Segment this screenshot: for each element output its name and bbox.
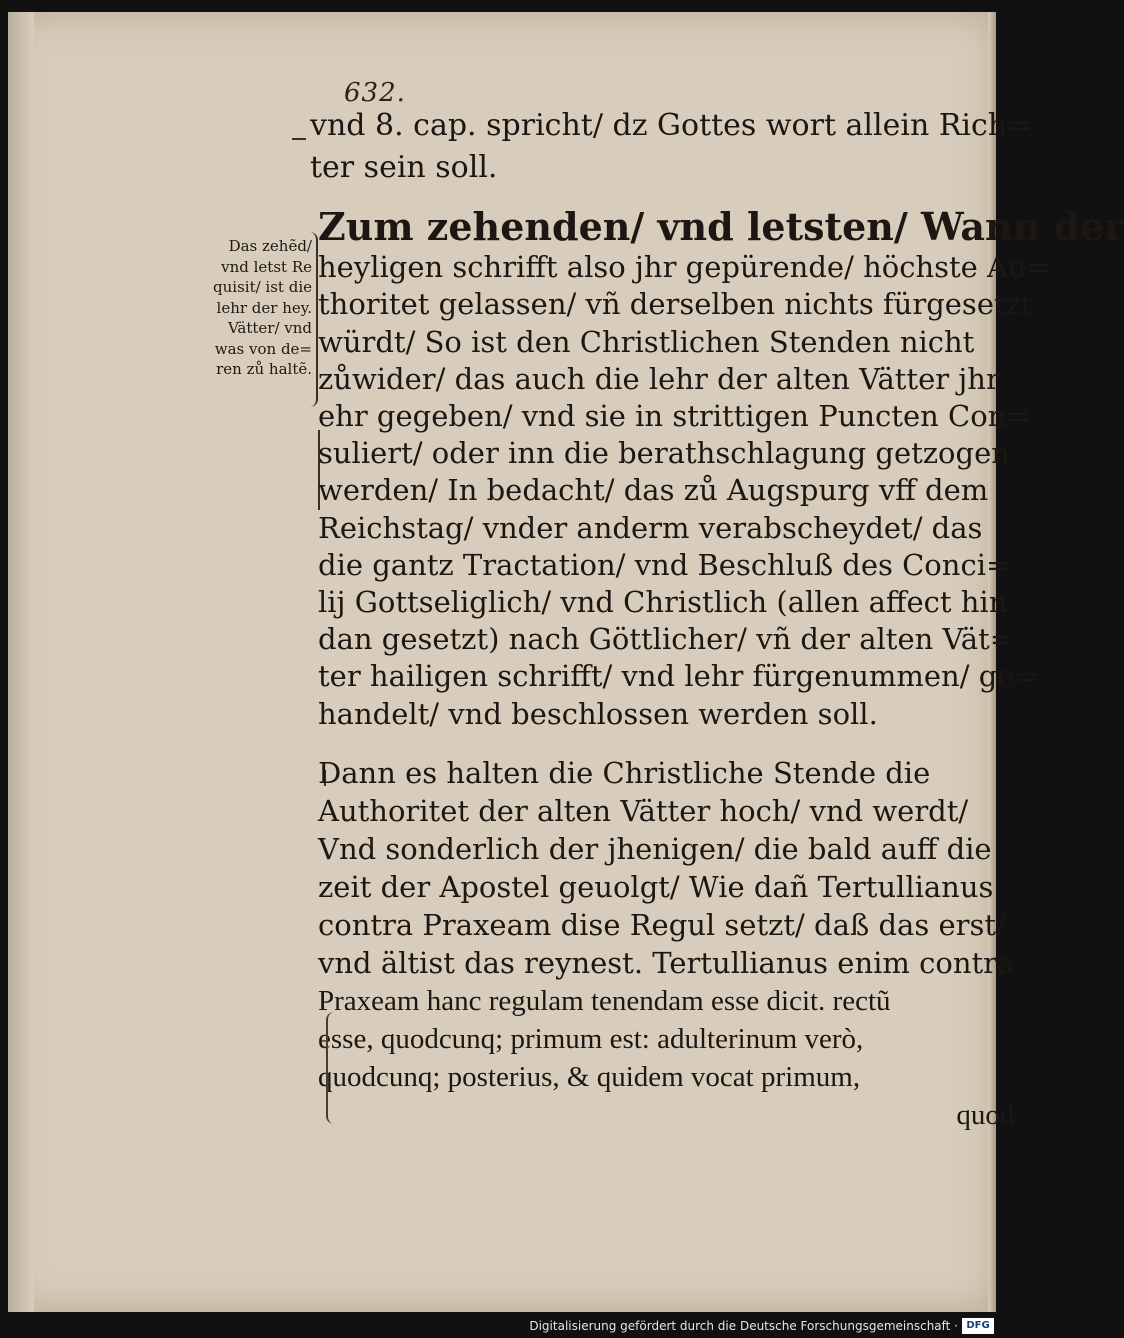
catch-line-2: ter sein soll. xyxy=(310,150,498,185)
text-line: Reichstag/ vnder anderm verabscheydet/ das xyxy=(318,510,983,545)
margin-tick-mark xyxy=(292,138,306,140)
text-line xyxy=(318,204,1124,249)
text-line: zůwider/ das auch die lehr der alten Vätter jhr xyxy=(318,361,1000,396)
catch-line-1: vnd 8. cap. spricht/ dz Gottes wort allein Rich= xyxy=(310,108,1033,143)
handwritten-bracket xyxy=(306,232,318,407)
handwritten-bracket xyxy=(326,1012,338,1124)
marginal-line: lehr der hey. xyxy=(216,298,312,317)
marginal-line: Vätter/ vnd xyxy=(227,319,312,337)
text-line: suliert/ oder inn die berathschlagung getzogen xyxy=(318,436,1010,471)
dfg-logo: DFG xyxy=(962,1318,994,1334)
page-spine-shadow xyxy=(8,12,34,1312)
text-line: handelt/ vnd beschlossen werden soll. xyxy=(318,696,878,731)
text-line: die gantz Tractation/ vnd Beschluß des Conci= xyxy=(318,547,1011,582)
text-line: vnd ältist das reynest. Tertullianus enim contra xyxy=(318,946,1015,980)
latin-text-line: Praxeam hanc regulam tenendam esse dicit. rectũ xyxy=(318,985,891,1017)
text-line: heyligen schrifft also jhr gepürende/ höchste Au= xyxy=(318,250,1051,285)
marginal-line: quisit/ ist die xyxy=(213,278,312,296)
paragraph-2 xyxy=(318,754,1014,1134)
text-line: thoritet gelassen/ vñ derselben nichts fürgesetzt xyxy=(318,287,1033,322)
marginal-line: was von de= xyxy=(214,339,312,358)
catchword: quod xyxy=(956,1099,1015,1131)
text-line: contra Praxeam dise Regul setzt/ daß das erst/ xyxy=(318,908,1006,942)
marginal-line: ren zů haltẽ. xyxy=(216,360,312,378)
text-line: Dann es halten die Christliche Stende die xyxy=(318,756,931,790)
text-line: Vnd sonderlich der jhenigen/ die bald auff die xyxy=(318,832,992,866)
text-line: zeit der Apostel geuolgt/ Wie dañ Tertullianus xyxy=(318,870,994,904)
text-line: lij Gottseliglich/ vnd Christlich (allen affect hin xyxy=(318,585,1008,620)
paragraph-1 xyxy=(318,204,1124,733)
text-line: ter hailigen schrifft/ vnd lehr fürgenummen/ ge= xyxy=(318,659,1039,694)
latin-text-line: esse, quodcunq; primum est: adulterinum verò, xyxy=(318,1023,864,1055)
text-line: werden/ In bedacht/ das zů Augspurg vff dem xyxy=(318,473,989,508)
text-line: ehr gegeben/ vnd sie in strittigen Puncten Con= xyxy=(318,399,1031,434)
page-number: 632. xyxy=(344,78,406,108)
text-line: dan gesetzt) nach Göttlicher/ vñ der alten Vät= xyxy=(318,622,1015,657)
text-line: würdt/ So ist den Christlichen Stenden nicht xyxy=(318,324,975,359)
marginal-note xyxy=(172,236,312,380)
text-line: Authoritet der alten Vätter hoch/ vnd werdt/ xyxy=(318,794,969,828)
latin-text-line: quodcunq; posterius, & quidem vocat primum, xyxy=(318,1061,861,1093)
footer-bar xyxy=(0,1314,1000,1338)
marginal-line: Das zehẽd/ xyxy=(228,237,312,255)
paragraph-1-first-line: Zum zehenden/ vnd letsten/ Wann der xyxy=(318,204,1124,249)
marginal-line: vnd letst Re xyxy=(221,257,312,276)
footer-credit: Digitalisierung gefördert durch die Deutsche Forschungsgemeinschaft · xyxy=(529,1319,958,1333)
